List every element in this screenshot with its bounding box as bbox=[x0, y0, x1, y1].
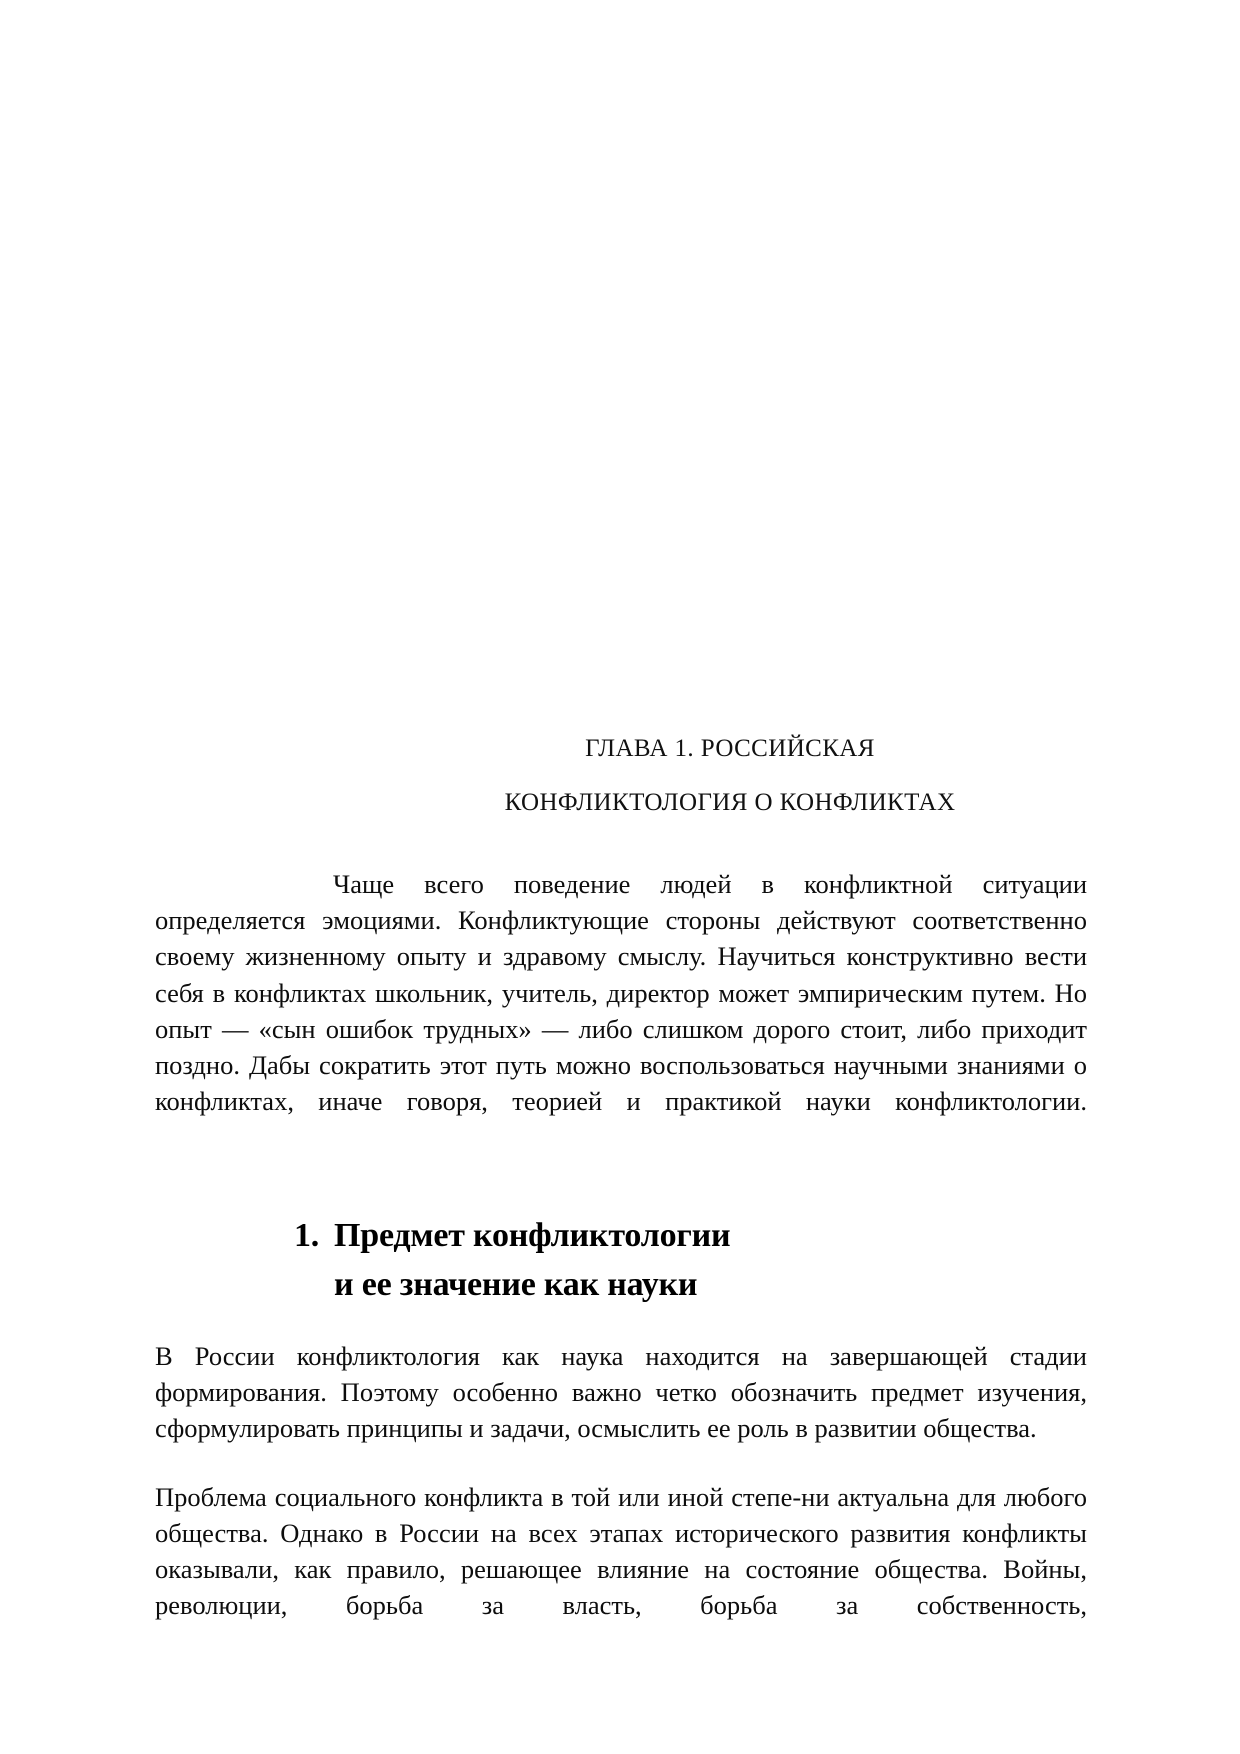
section-heading-title-1: Предмет конфликтологии bbox=[334, 1217, 731, 1254]
chapter-heading bbox=[360, 722, 1100, 830]
intro-text-block bbox=[155, 866, 1087, 1119]
section-heading-line-2: и ее значение как науки bbox=[334, 1266, 698, 1303]
section-heading-line-1 bbox=[294, 1211, 1094, 1260]
chapter-heading-line-2: КОНФЛИКТОЛОГИЯ О КОНФЛИКТАХ bbox=[504, 789, 956, 816]
intro-paragraph: Чаще всего поведение людей в конфликтной ситуации определяется эмоциями. Конфликтующие стороны действуют соответственно своему жизненному опыту и здравому смыслу. Научиться конструктивно вести себя в конфликтах школьник, учитель, директор может эмпирическим путем. Но опыт — «сын ошибок трудных» — либо слишком дорого стоит, либо приходит поздно. Дабы сократить этот путь можно воспользоваться научными знаниями о конфликтах, иначе говоря, теорией и практикой науки конфликтологии. bbox=[155, 869, 1087, 1117]
chapter-heading-line-1: ГЛАВА 1. РОССИЙСКАЯ bbox=[585, 735, 875, 762]
section-heading bbox=[294, 1211, 1094, 1309]
body-paragraph-1: В России конфликтология как наука находится на завершающей стадии формирования. Поэтому особенно важно четко обозначить предмет изучения, сформулировать принципы и задачи, осмыслить ее роль в развитии общества. bbox=[155, 1341, 1087, 1444]
body-paragraph-2: Проблема социального конфликта в той или иной степе-ни актуальна для любого общества. Однако в России на всех этапах исторического развития конфликты оказывали, как правило, решающее влияние на состояние общества. Войны, революции, борьба за власть, борьба за собственность, bbox=[155, 1481, 1087, 1621]
section-heading-number: 1. bbox=[294, 1217, 320, 1254]
body-text-block bbox=[155, 1338, 1087, 1623]
